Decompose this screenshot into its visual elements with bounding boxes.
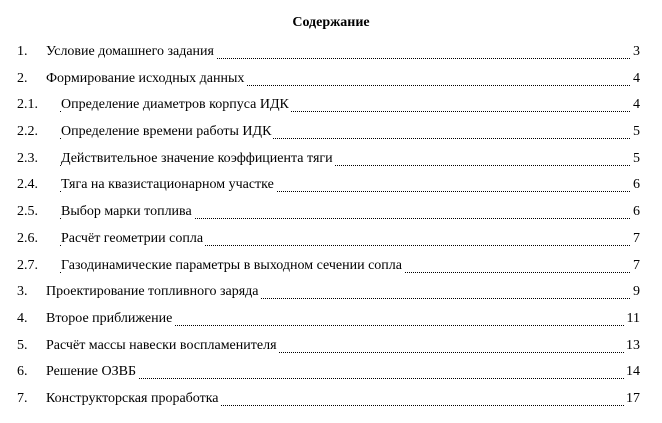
toc-entry-page[interactable]: 3 [633,44,640,59]
toc-entry[interactable] [0,148,662,175]
toc-entry-page[interactable]: 6 [633,177,640,193]
toc-entry[interactable] [0,361,662,388]
toc-entry-number: 2.5. [17,204,38,220]
toc-entry-page[interactable]: 11 [626,310,640,326]
toc-entry-page[interactable]: 4 [633,97,640,113]
toc-entry-page[interactable]: 17 [626,390,640,406]
toc-entry[interactable] [0,308,662,335]
toc-dot-leader [60,378,636,379]
toc-entry-page[interactable]: 5 [633,150,640,166]
toc-entry[interactable] [0,174,662,201]
toc-entry-title[interactable]: Действительное значение коэффициента тяги [61,150,333,166]
toc-entry-title[interactable]: Определение диаметров корпуса ИДК [61,97,289,113]
toc-entry[interactable] [0,201,662,228]
toc-entry-number: 6. [17,364,28,380]
toc-entry[interactable] [0,68,662,95]
toc-entry-page[interactable]: 9 [633,284,640,300]
toc-entry-number: 4. [17,310,28,326]
toc-entry[interactable] [0,335,662,362]
toc-entry[interactable] [0,41,662,68]
toc-title: Содержание [292,15,370,30]
toc-entry[interactable] [0,388,662,415]
toc-entry-title[interactable]: Тяга на квазистационарном участке [61,177,274,193]
toc-entry-title[interactable]: Формирование исходных данных [46,70,245,86]
toc-entry-page[interactable]: 5 [633,124,640,140]
toc-entry-page[interactable]: 6 [633,204,640,220]
toc-entry-title[interactable]: Определение времени работы ИДК [61,124,272,140]
toc-entry-number: 2.3. [17,150,38,166]
toc-entry[interactable] [0,228,662,255]
toc-entry-number: 2.7. [17,257,38,273]
toc-entry-number: 2.1. [17,97,38,113]
toc-entry[interactable] [0,281,662,308]
toc-entry[interactable] [0,255,662,282]
toc-entry-title[interactable]: Газодинамические параметры в выходном сечении сопла [61,257,402,273]
toc-entry-number: 2.4. [17,177,38,193]
toc-entry-title[interactable]: Условие домашнего задания [46,44,214,59]
toc-entry-page[interactable]: 4 [633,70,640,86]
toc-entry-number: 2. [17,70,28,86]
toc-entry-title[interactable]: Расчёт массы навески воспламенителя [46,337,277,353]
toc-entry-page[interactable]: 7 [633,257,640,273]
toc-entry-number: 2.6. [17,230,38,246]
toc-entry[interactable] [0,121,662,148]
toc-entry[interactable] [0,94,662,121]
toc-entry-number: 1. [17,44,28,59]
toc-entry-title[interactable]: Второе приближение [46,310,173,326]
toc-entry-page[interactable]: 14 [626,364,640,380]
toc-entry-number: 2.2. [17,124,38,140]
toc-entry-page[interactable]: 13 [626,337,640,353]
toc-entry-number: 7. [17,390,28,406]
toc-entry-title[interactable]: Конструкторская проработка [46,390,219,406]
toc-entry-title[interactable]: Решение ОЗВБ [46,364,137,380]
toc-entry-page[interactable]: 7 [633,230,640,246]
toc-entry-title[interactable]: Проектирование топливного заряда [46,284,259,300]
toc-list [0,41,662,415]
toc-entry-number: 5. [17,337,28,353]
toc-entry-title[interactable]: Выбор марки топлива [61,204,192,220]
toc-entry-number: 3. [17,284,28,300]
toc-entry-title[interactable]: Расчёт геометрии сопла [61,230,204,246]
